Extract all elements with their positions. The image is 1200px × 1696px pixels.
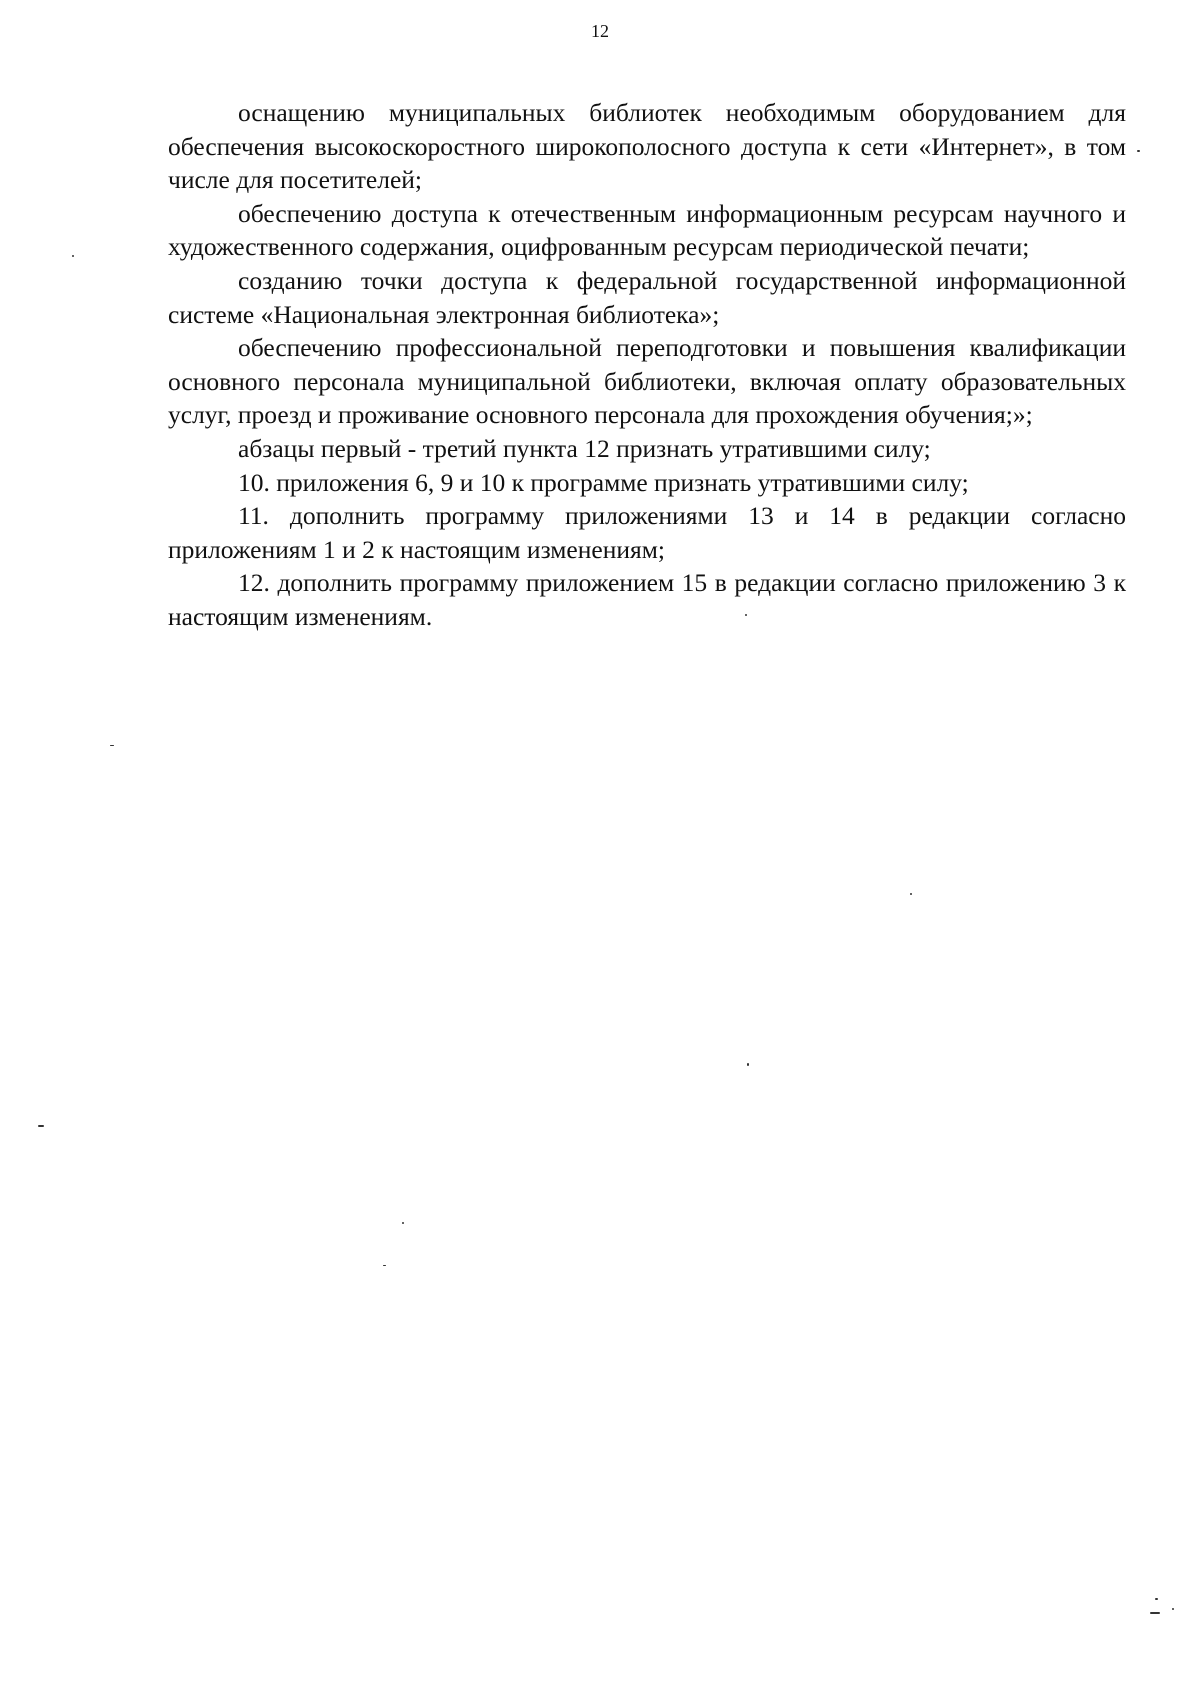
paragraph-access-point: созданию точки доступа к федеральной государственной информационной системе «Национальная электронная библиотека»; [168,265,1126,329]
scan-speck [1150,1612,1160,1614]
scan-speck [1155,1598,1158,1600]
paragraph-item-12-repeal: абзацы первый - третий пункта 12 признать утратившими силу; [238,433,931,463]
paragraph-item-10: 10. приложения 6, 9 и 10 к программе признать утратившими силу; [238,467,969,497]
paragraph-equipment: оснащению муниципальных библиотек необходимым оборудованием для обеспечения высокоскоростного широкополосного доступа к сети «Интернет», в том числе для посетителей; [168,98,1126,195]
paragraph-item-11: 11. дополнить программу приложениями 13 и 14 в редакции согласно приложениям 1 и 2 к настоящим изменениям; [168,501,1126,564]
page-number: 12 [591,21,609,41]
document-body [168,96,1126,634]
scan-speck [402,1222,404,1224]
paragraph-resources-access: обеспечению доступа к отечественным информационным ресурсам научного и художественного содержания, оцифрованным ресурсам периодической печати; [168,198,1126,262]
paragraph-item-12: 12. дополнить программу приложением 15 в редакции согласно приложению 3 к настоящим изменениям. [168,568,1126,631]
scan-speck [72,255,74,257]
paragraph-staff-training: обеспечению профессиональной переподготовки и повышения квалификации основного персонала муниципальной библиотеки, включая оплату образовательных услуг, проезд и проживание основного персонала для прохождения обучения;»; [168,333,1126,430]
scan-speck [1137,150,1140,152]
scan-speck [383,1265,386,1266]
scan-speck [910,893,912,895]
scan-speck [747,1063,749,1066]
scan-speck [1172,1608,1174,1610]
scan-speck [110,745,114,746]
scan-speck [38,1125,44,1127]
scan-speck [745,614,747,616]
